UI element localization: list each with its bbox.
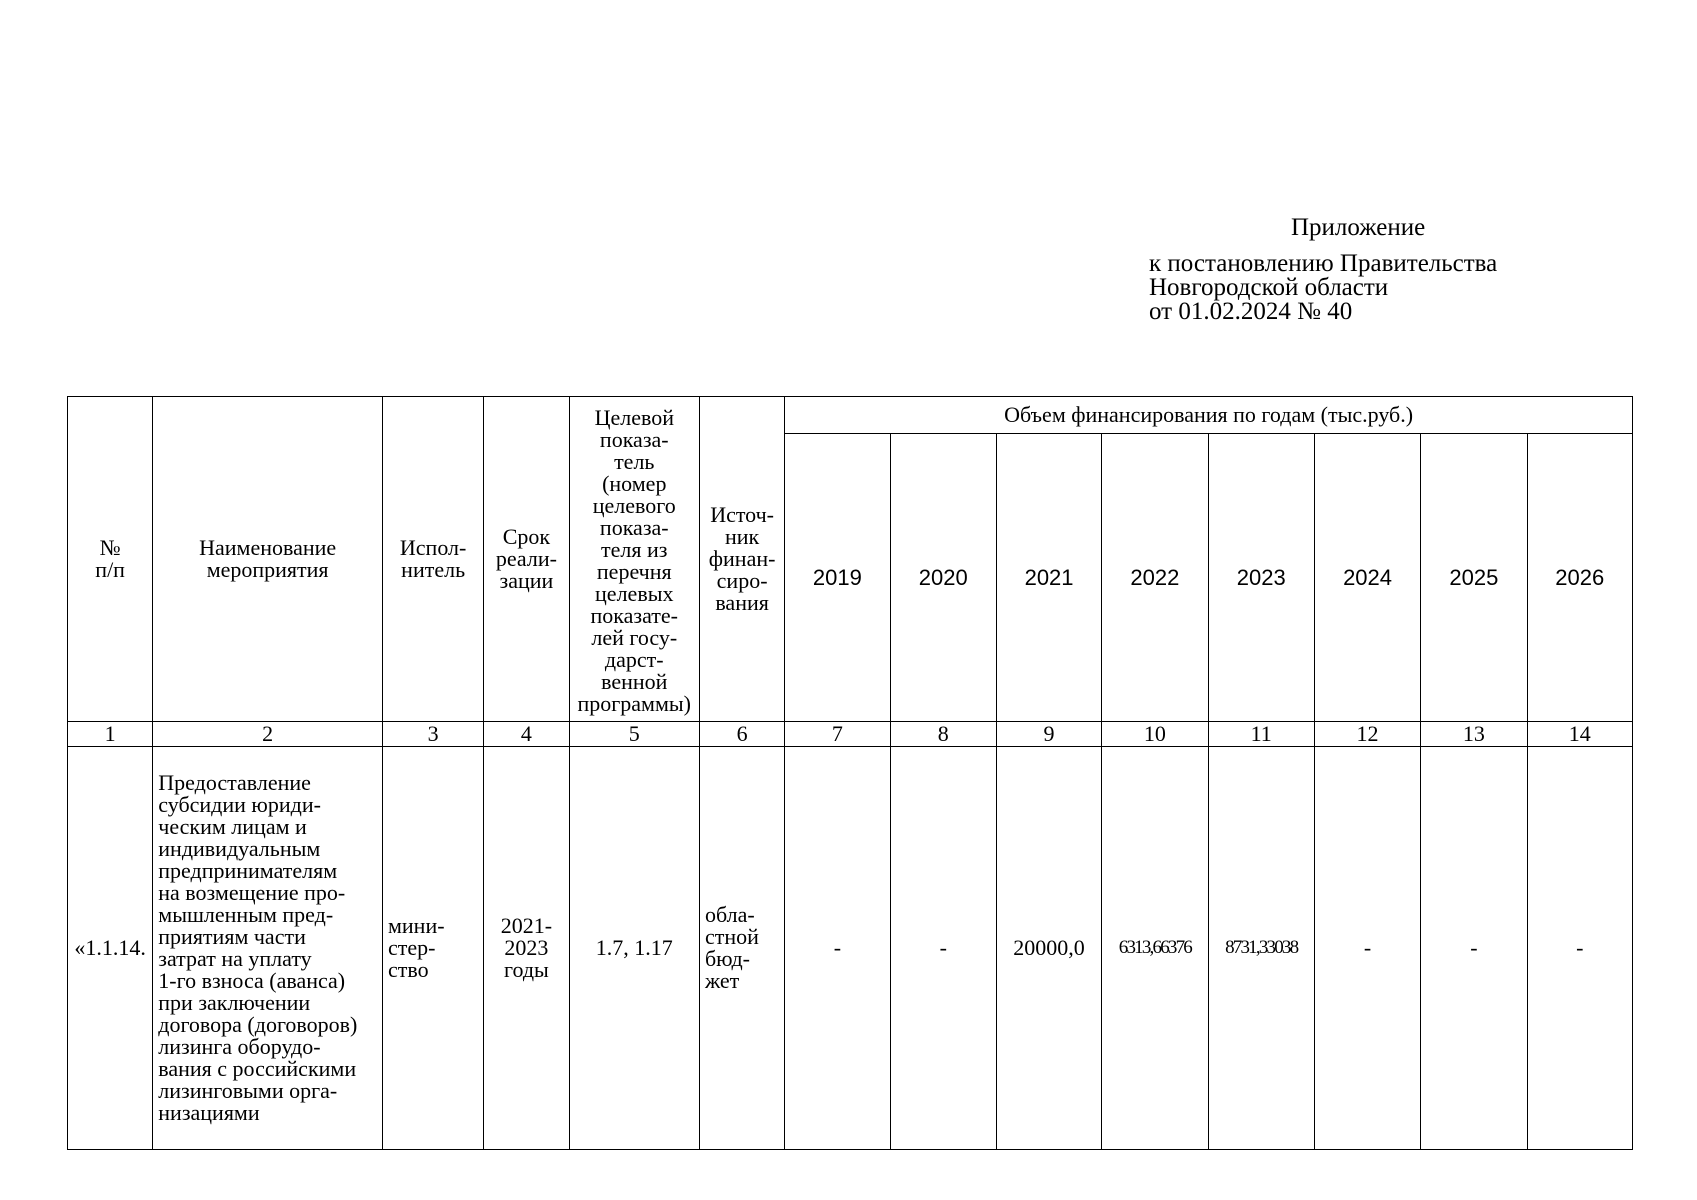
appendix-line-1: к постановлению Правительства (1149, 250, 1498, 277)
header-year: 2019 (785, 434, 890, 722)
header-year: 2024 (1314, 434, 1420, 722)
row-value: - (890, 747, 996, 1150)
column-number: 8 (890, 722, 996, 747)
row-name: Предоставление субсидии юриди- ческим лицам и индивидуальным предпринимателям на возмещение про- мышленным пред- приятиям части затрат на уплату 1-го взноса (аванса) при заключении договора (договоров) лизинга оборудо- вания с российскими лизинговыми орга- низациями (153, 747, 383, 1150)
header-funding: Объем финансирования по годам (тыс.руб.) (785, 397, 1633, 434)
column-number: 3 (382, 722, 483, 747)
row-value: 8731,33038 (1208, 747, 1314, 1150)
row-source: обла- стной бюд- жет (699, 747, 784, 1150)
header-num: № п/п (68, 397, 153, 722)
appendix-title: Приложение (1291, 214, 1426, 241)
column-number: 13 (1421, 722, 1527, 747)
column-number: 5 (569, 722, 699, 747)
column-number: 2 (153, 722, 383, 747)
column-number: 1 (68, 722, 153, 747)
funding-table (67, 396, 1633, 1150)
header-year: 2026 (1527, 434, 1632, 722)
header-executor: Испол- нитель (382, 397, 483, 722)
row-num: «1.1.14. (68, 747, 153, 1150)
column-number: 12 (1314, 722, 1420, 747)
header-year: 2020 (890, 434, 996, 722)
header-name: Наименование мероприятия (153, 397, 383, 722)
header-target: Целевой показа- тель (номер целевого показа- теля из перечня целевых показате- лей госу- дарст- венной программы) (569, 397, 699, 722)
column-number: 6 (699, 722, 784, 747)
row-value: - (1421, 747, 1527, 1150)
table-row (68, 747, 1633, 1150)
appendix-header (1149, 216, 1497, 324)
column-number: 11 (1208, 722, 1314, 747)
row-target: 1.7, 1.17 (569, 747, 699, 1150)
appendix-line-3: от 01.02.2024 № 40 (1149, 298, 1353, 325)
row-executor: мини- стер- ство (382, 747, 483, 1150)
header-year: 2023 (1208, 434, 1314, 722)
row-term: 2021- 2023 годы (484, 747, 569, 1150)
row-value: 20000,0 (996, 747, 1101, 1150)
column-number: 4 (484, 722, 569, 747)
column-number: 14 (1527, 722, 1632, 747)
row-value: - (1527, 747, 1632, 1150)
row-value: - (1314, 747, 1420, 1150)
column-number: 10 (1102, 722, 1208, 747)
header-year: 2021 (996, 434, 1101, 722)
header-term: Срок реали- зации (484, 397, 569, 722)
row-value: 6313,66376 (1102, 747, 1208, 1150)
header-source: Источ- ник финан- сиро- вания (699, 397, 784, 722)
column-number: 9 (996, 722, 1101, 747)
header-year: 2025 (1421, 434, 1527, 722)
column-number: 7 (785, 722, 890, 747)
appendix-line-2: Новгородской области (1149, 274, 1389, 301)
row-value: - (785, 747, 890, 1150)
header-year: 2022 (1102, 434, 1208, 722)
